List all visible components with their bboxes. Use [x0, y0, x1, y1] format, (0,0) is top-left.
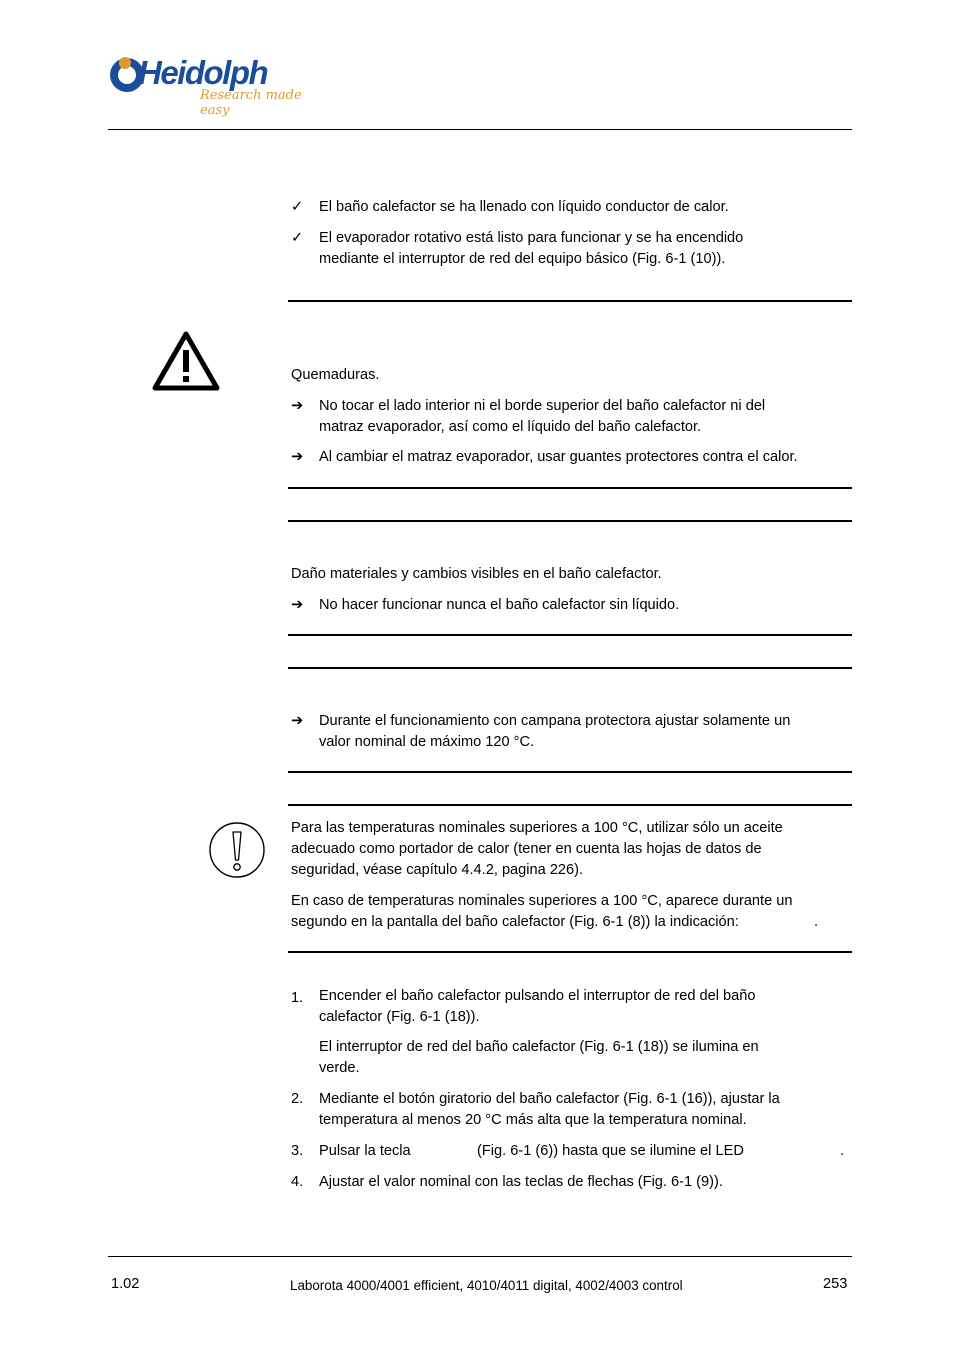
check-icon: ✓ [291, 230, 304, 246]
header-rule [108, 129, 852, 130]
info-text: segundo en la pantalla del baño calefactor (Fig. 6-1 (8)) la indicación: [291, 914, 739, 930]
footer-page-number: 253 [823, 1276, 848, 1292]
info-text-period: . [814, 914, 819, 930]
hazard-text: Quemaduras. [291, 367, 380, 383]
footer-product: Laborota 4000/4001 efficient, 4010/4011 digital, 4002/4003 control [290, 1278, 683, 1293]
footer-rule [108, 1256, 852, 1257]
info-text: adecuado como portador de calor (tener en cuenta las hojas de datos de [291, 841, 762, 857]
arrow-right-icon: ➔ [291, 449, 304, 465]
brand-logo [108, 50, 328, 118]
info-top-rule [288, 804, 852, 806]
warning-bottom-rule [288, 487, 852, 489]
warning-triangle-icon [152, 331, 220, 391]
exclamation-circle-icon [208, 821, 266, 879]
list-item-text: El evaporador rotativo está listo para funcionar y se ha encendido [319, 230, 744, 246]
step-number: 2. [291, 1091, 304, 1107]
hazard-text: Daño materiales y cambios visibles en el baño calefactor. [291, 566, 662, 582]
notice-hood-top-rule [288, 667, 852, 669]
list-item-text: No hacer funcionar nunca el baño calefactor sin líquido. [319, 597, 680, 613]
step-text: Mediante el botón giratorio del baño calefactor (Fig. 6-1 (16)), ajustar la [319, 1091, 780, 1107]
step-result: verde. [319, 1060, 360, 1076]
list-item-text: Durante el funcionamiento con campana protectora ajustar solamente un [319, 713, 791, 729]
list-item-text: mediante el interruptor de red del equipo básico (Fig. 6-1 (10)). [319, 251, 726, 267]
list-item-text: valor nominal de máximo 120 °C. [319, 734, 535, 750]
info-bottom-rule [288, 951, 852, 953]
warning-top-rule [288, 300, 852, 302]
step-text: Encender el baño calefactor pulsando el interruptor de red del baño [319, 988, 756, 1004]
arrow-right-icon: ➔ [291, 398, 304, 414]
notice-top-rule [288, 520, 852, 522]
step-text: temperatura al menos 20 °C más alta que la temperatura nominal. [319, 1112, 747, 1128]
info-text: Para las temperaturas nominales superiores a 100 °C, utilizar sólo un aceite [291, 820, 783, 836]
notice-bottom-rule [288, 634, 852, 636]
info-text: En caso de temperaturas nominales superiores a 100 °C, aparece durante un [291, 893, 793, 909]
step-text: calefactor (Fig. 6-1 (18)). [319, 1009, 480, 1025]
step-result: El interruptor de red del baño calefactor (Fig. 6-1 (18)) se ilumina en [319, 1039, 759, 1055]
step-number: 3. [291, 1143, 304, 1159]
step-text: . [840, 1143, 845, 1159]
brand-name: Heidolph [138, 54, 268, 91]
step-number: 4. [291, 1174, 304, 1190]
notice-hood-bottom-rule [288, 771, 852, 773]
arrow-right-icon: ➔ [291, 597, 304, 613]
check-icon: ✓ [291, 199, 304, 215]
list-item-text: matraz evaporador, así como el líquido del baño calefactor. [319, 419, 702, 435]
step-text: Ajustar el valor nominal con las teclas de flechas (Fig. 6-1 (9)). [319, 1174, 723, 1190]
arrow-right-icon: ➔ [291, 713, 304, 729]
list-item-text: El baño calefactor se ha llenado con líquido conductor de calor. [319, 199, 729, 215]
step-text: (Fig. 6-1 (6)) hasta que se ilumine el LED [477, 1143, 744, 1159]
step-number: 1. [291, 990, 304, 1006]
info-text: seguridad, véase capítulo 4.4.2, pagina 226). [291, 862, 584, 878]
step-text: Pulsar la tecla [319, 1143, 411, 1159]
footer-version: 1.02 [111, 1276, 140, 1292]
list-item-text: Al cambiar el matraz evaporador, usar guantes protectores contra el calor. [319, 449, 798, 465]
list-item-text: No tocar el lado interior ni el borde superior del baño calefactor ni del [319, 398, 766, 414]
brand-tagline: Research made easy [200, 88, 302, 118]
